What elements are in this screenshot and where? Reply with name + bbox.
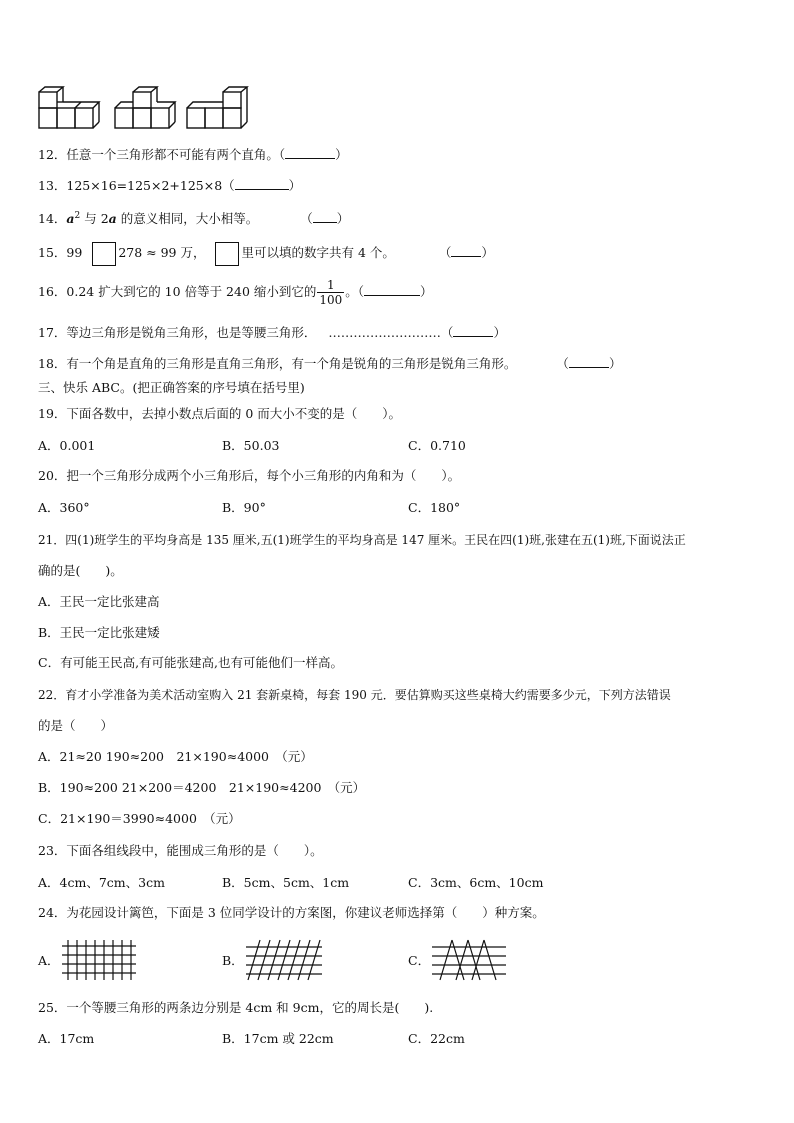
option-c[interactable]: C．180° <box>408 500 461 515</box>
question-22-cont: 的是（ ） <box>38 718 114 733</box>
question-21: 21．四(1)班学生的平均身高是 135 厘米,五(1)班学生的平均身高是 147 厘米。王民在四(1)班,张建在五(1)班,下面说法正 <box>38 533 686 547</box>
option-c[interactable]: C．3cm、6cm、10cm <box>408 875 544 890</box>
question-25: 25．一个等腰三角形的两条边分别是 4cm 和 9cm，它的周长是( ). <box>38 1000 434 1015</box>
option-b[interactable]: B．17cm 或 22cm <box>222 1031 334 1046</box>
option-c[interactable]: C． <box>408 953 431 968</box>
answer-blank[interactable] <box>569 355 609 368</box>
question-14: 14．$a^2$ 与 2a 的意义相同，大小相等。 （ ） <box>38 211 350 227</box>
question-21-cont: 确的是( )。 <box>38 563 123 578</box>
option-b[interactable]: B．90° <box>222 500 266 515</box>
option-b[interactable]: B．50.03 <box>222 438 280 453</box>
cube-figure-3 <box>186 86 250 130</box>
question-18: 18．有一个角是直角的三角形是直角三角形，有一个角是锐角的三角形是锐角三角形。 （ ） <box>38 356 622 371</box>
option-a[interactable]: A． <box>38 953 60 968</box>
option-a[interactable]: A．21≈20 190≈200 21×190≈4000 （元） <box>38 749 313 764</box>
answer-blank[interactable] <box>285 146 335 159</box>
answer-blank[interactable] <box>453 324 493 337</box>
option-c[interactable]: C．22cm <box>408 1031 465 1046</box>
option-b[interactable]: B．王民一定比张建矮 <box>38 625 160 640</box>
option-c[interactable]: C．有可能王民高,有可能张建高,也有可能他们一样高。 <box>38 655 344 670</box>
option-c[interactable]: C．21×190＝3990≈4000 （元） <box>38 811 241 826</box>
answer-blank[interactable] <box>313 210 337 223</box>
option-a[interactable]: A．17cm <box>38 1031 95 1046</box>
fraction: $\frac{1}{100}$ <box>319 278 343 307</box>
option-b[interactable]: B．5cm、5cm、1cm <box>222 875 350 890</box>
cube-figure-1 <box>38 86 102 130</box>
fill-box[interactable] <box>92 242 116 266</box>
fence-diagram-c <box>430 938 508 982</box>
answer-blank[interactable] <box>364 283 420 296</box>
question-20: 20．把一个三角形分成两个小三角形后，每个小三角形的内角和为（ ）。 <box>38 468 461 483</box>
section-heading: 三、快乐 ABC。(把正确答案的序号填在括号里) <box>38 380 305 395</box>
answer-blank[interactable] <box>235 177 289 190</box>
option-b[interactable]: B．190≈200 21×200＝4200 21×190≈4200 （元） <box>38 780 366 795</box>
question-16: 16．0.24 扩大到它的 10 倍等于 240 缩小到它的 $\frac{1}{100}$ 。（ ） <box>38 278 433 307</box>
fence-diagram-b <box>244 938 324 982</box>
option-a[interactable]: A．360° <box>38 500 90 515</box>
question-17: 17．等边三角形是锐角三角形，也是等腰三角形． ………………………（ ） <box>38 325 506 340</box>
question-23: 23．下面各组线段中，能围成三角形的是（ ）。 <box>38 843 323 858</box>
answer-blank[interactable] <box>451 244 481 257</box>
question-22: 22．育才小学准备为美术活动室购入 21 套新桌椅，每套 190 元．要估算购买这些桌椅大约需要多少元，下列方法错误 <box>38 688 671 702</box>
question-24: 24．为花园设计篱笆，下面是 3 位同学设计的方案图，你建议老师选择第（ ）种方案。 <box>38 905 545 920</box>
option-c[interactable]: C．0.710 <box>408 438 466 453</box>
question-12: 12．任意一个三角形都不可能有两个直角。（ ） <box>38 147 348 162</box>
option-a[interactable]: A．4cm、7cm、3cm <box>38 875 165 890</box>
option-a[interactable]: A．王民一定比张建高 <box>38 594 160 609</box>
question-15: 15．99 278 ≈ 99 万， 里可以填的数字共有 4 个。 （ ） <box>38 240 494 266</box>
fence-diagram-a <box>60 938 138 982</box>
question-19: 19．下面各数中，去掉小数点后面的 0 而大小不变的是（ ）。 <box>38 406 402 421</box>
option-b[interactable]: B． <box>222 953 244 968</box>
option-a[interactable]: A．0.001 <box>38 438 96 453</box>
cube-figure-2 <box>114 86 178 130</box>
fill-box[interactable] <box>215 242 239 266</box>
question-13: 13．125×16=125×2+125×8（ ） <box>38 178 302 193</box>
